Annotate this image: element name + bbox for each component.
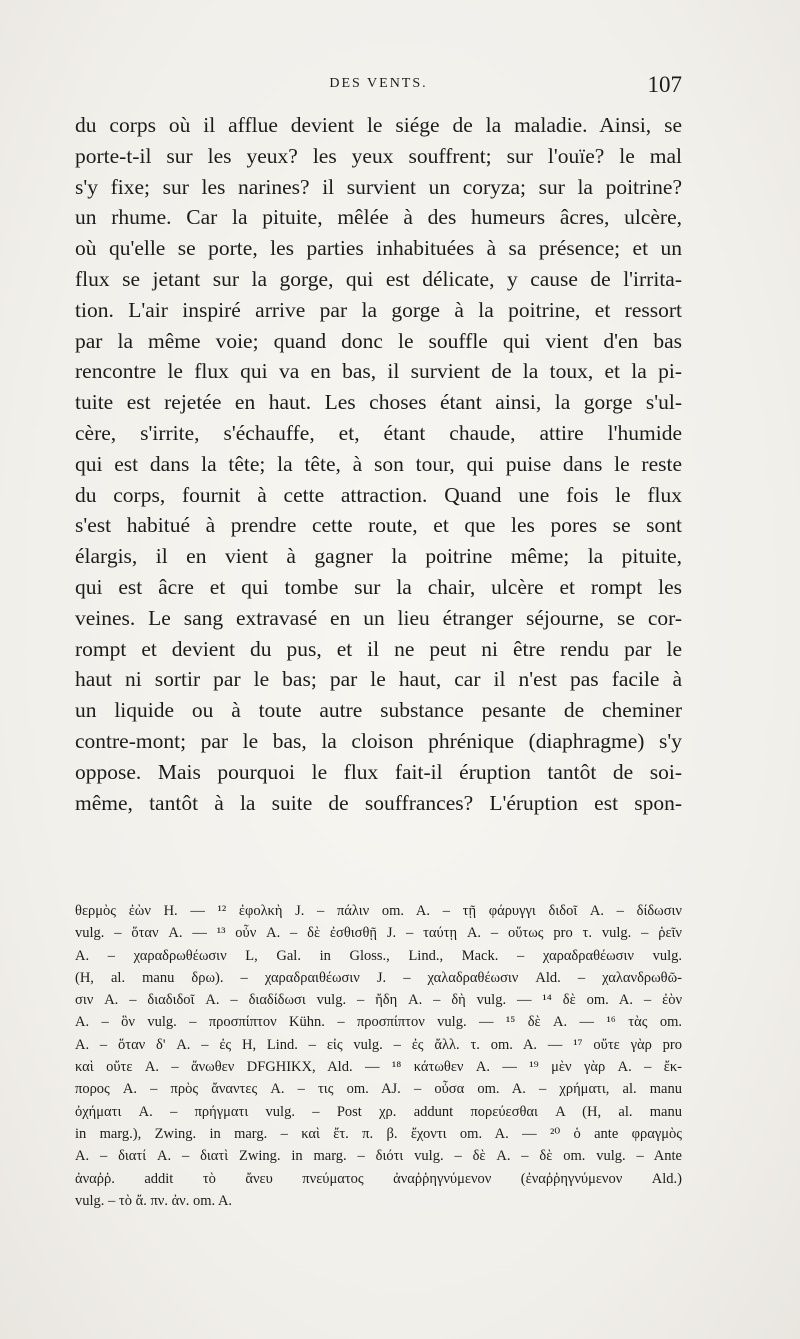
footnote-line: A. – ὅταν δ' A. – ἐς H, Lind. – εἰς vulg. – ἐς ἄλλ. τ. om. A. — ¹⁷ οὔτε γὰρ pro (75, 1036, 682, 1053)
text-line: tuite est rejetée en haut. Les choses étant ainsi, la gorge s'ul- (75, 390, 682, 415)
footnote-line: A. – διατί A. – διατὶ Zwing. in marg. – διότι vulg. – δὲ A. – δὲ om. vulg. – Ante (75, 1148, 682, 1165)
footnote-line: A. – χαραδρωθέωσιν L, Gal. in Gloss., Lind., Mack. – χαραδραθέωσιν vulg. (75, 947, 682, 964)
text-line: oppose. Mais pourquoi le flux fait-il éruption tantôt de soi- (75, 759, 682, 784)
running-head: DES VENTS. (329, 76, 428, 91)
footnote-line: θερμὸς ἐὼν H. — ¹² ἐφολκὴ J. – πάλιν om. A. – τῇ φάρυγγι διδοῖ A. – δίδωσιν (75, 903, 682, 919)
page-header (75, 72, 682, 102)
footnote-line: καὶ οὔτε A. – ἄνωθεν DFGHIKX, Ald. — ¹⁸ κάτωθεν A. — ¹⁹ μὲν γὰρ A. – ἔκ- (75, 1059, 682, 1076)
footnote-line: ὀχήματι A. – πρήγματι vulg. – Post χρ. addunt πορεύεσθαι A (H, al. manu (75, 1103, 682, 1120)
text-line: haut ni sortir par le bas; par le haut, car il n'est pas facile à (75, 667, 682, 692)
text-line: du corps, fournit à cette attraction. Quand une fois le flux (75, 482, 682, 507)
text-line: du corps où il afflue devient le siége de la maladie. Ainsi, se (75, 113, 682, 137)
footnote-line: vulg. – ὅταν A. — ¹³ οὖν A. – δὲ ἐσθισθῇ J. – ταύτῃ A. – οὕτως pro τ. vulg. – ῥεῖν (75, 925, 682, 942)
footnote-line: A. – ὃν vulg. – προσπίπτον Kühn. – προσπίπτον vulg. — ¹⁵ δὲ A. — ¹⁶ τὰς om. (75, 1014, 682, 1031)
text-line: élargis, il en vient à gagner la poitrine même; la pituite, (75, 544, 682, 569)
text-line: un liquide ou à toute autre substance pesante de cheminer (75, 698, 682, 723)
text-line: porte-t-il sur les yeux? les yeux souffrent; sur l'ouïe? le mal (75, 143, 682, 168)
text-line: qui est âcre et qui tombe sur la chair, ulcère et rompt les (75, 574, 682, 599)
footnote-line: (H, al. manu δρω). – χαραδραιθέωσιν J. – χαλαδραθέωσιν Ald. – χαλανδρωθῶ- (75, 969, 682, 986)
text-line: contre-mont; par le bas, la cloison phrénique (diaphragme) s'y (75, 728, 682, 753)
text-line: rencontre le flux qui va en bas, il survient de la toux, et la pi- (75, 359, 682, 384)
footnote-line: vulg. – τὸ ἄ. πν. ἀν. om. A. (75, 1192, 233, 1209)
footnotes (75, 900, 682, 1212)
text-line: tion. L'air inspiré arrive par la gorge à la poitrine, et ressort (75, 297, 682, 322)
text-line: rompt et devient du pus, et il ne peut ni être rendu par le (75, 636, 682, 661)
text-line: un rhume. Car la pituite, mêlée à des humeurs âcres, ulcère, (75, 205, 682, 230)
text-line: s'y fixe; sur les narines? il survient un coryza; sur la poitrine? (75, 174, 682, 199)
text-line: même, tantôt à la suite de souffrances? L'éruption est spon- (75, 790, 682, 815)
main-text (75, 110, 682, 818)
text-line: cère, s'irrite, s'échauffe, et, étant chaude, attire l'humide (75, 420, 682, 445)
footnote-line: πορος A. – πρὸς ἄναντες A. – τις om. AJ. – οὖσα om. A. – χρήματι, al. manu (75, 1081, 682, 1098)
text-line: où qu'elle se porte, les parties inhabituées à sa présence; et un (75, 236, 682, 261)
footnote-line: ἀναῤῥ. addit τὸ ἄνευ πνεύματος ἀναῤῥηγνύμενον (ἐναῤῥηγνύμενον Ald.) (75, 1170, 682, 1187)
footnote-line: σιν A. – διαδιδοῖ A. – διαδίδωσι vulg. – ἤδη A. – δὴ vulg. — ¹⁴ δὲ om. A. – ἐὸν (75, 992, 682, 1009)
page-number: 107 (647, 72, 682, 97)
text-line: qui est dans la tête; la tête, à son tour, qui puise dans le reste (75, 451, 682, 476)
text-line: par la même voie; quand donc le souffle qui vient d'en bas (75, 328, 682, 353)
text-line: s'est habitué à prendre cette route, et que les pores se sont (75, 513, 682, 538)
text-line: flux se jetant sur la gorge, qui est délicate, y cause de l'irrita- (75, 266, 682, 291)
text-line: veines. Le sang extravasé en un lieu étranger séjourne, se cor- (75, 605, 682, 630)
footnote-line: in marg.), Zwing. in marg. – καὶ ἔτ. π. β. ἔχοντι om. A. — ²⁰ ὁ ante φραγμὸς (75, 1125, 682, 1142)
